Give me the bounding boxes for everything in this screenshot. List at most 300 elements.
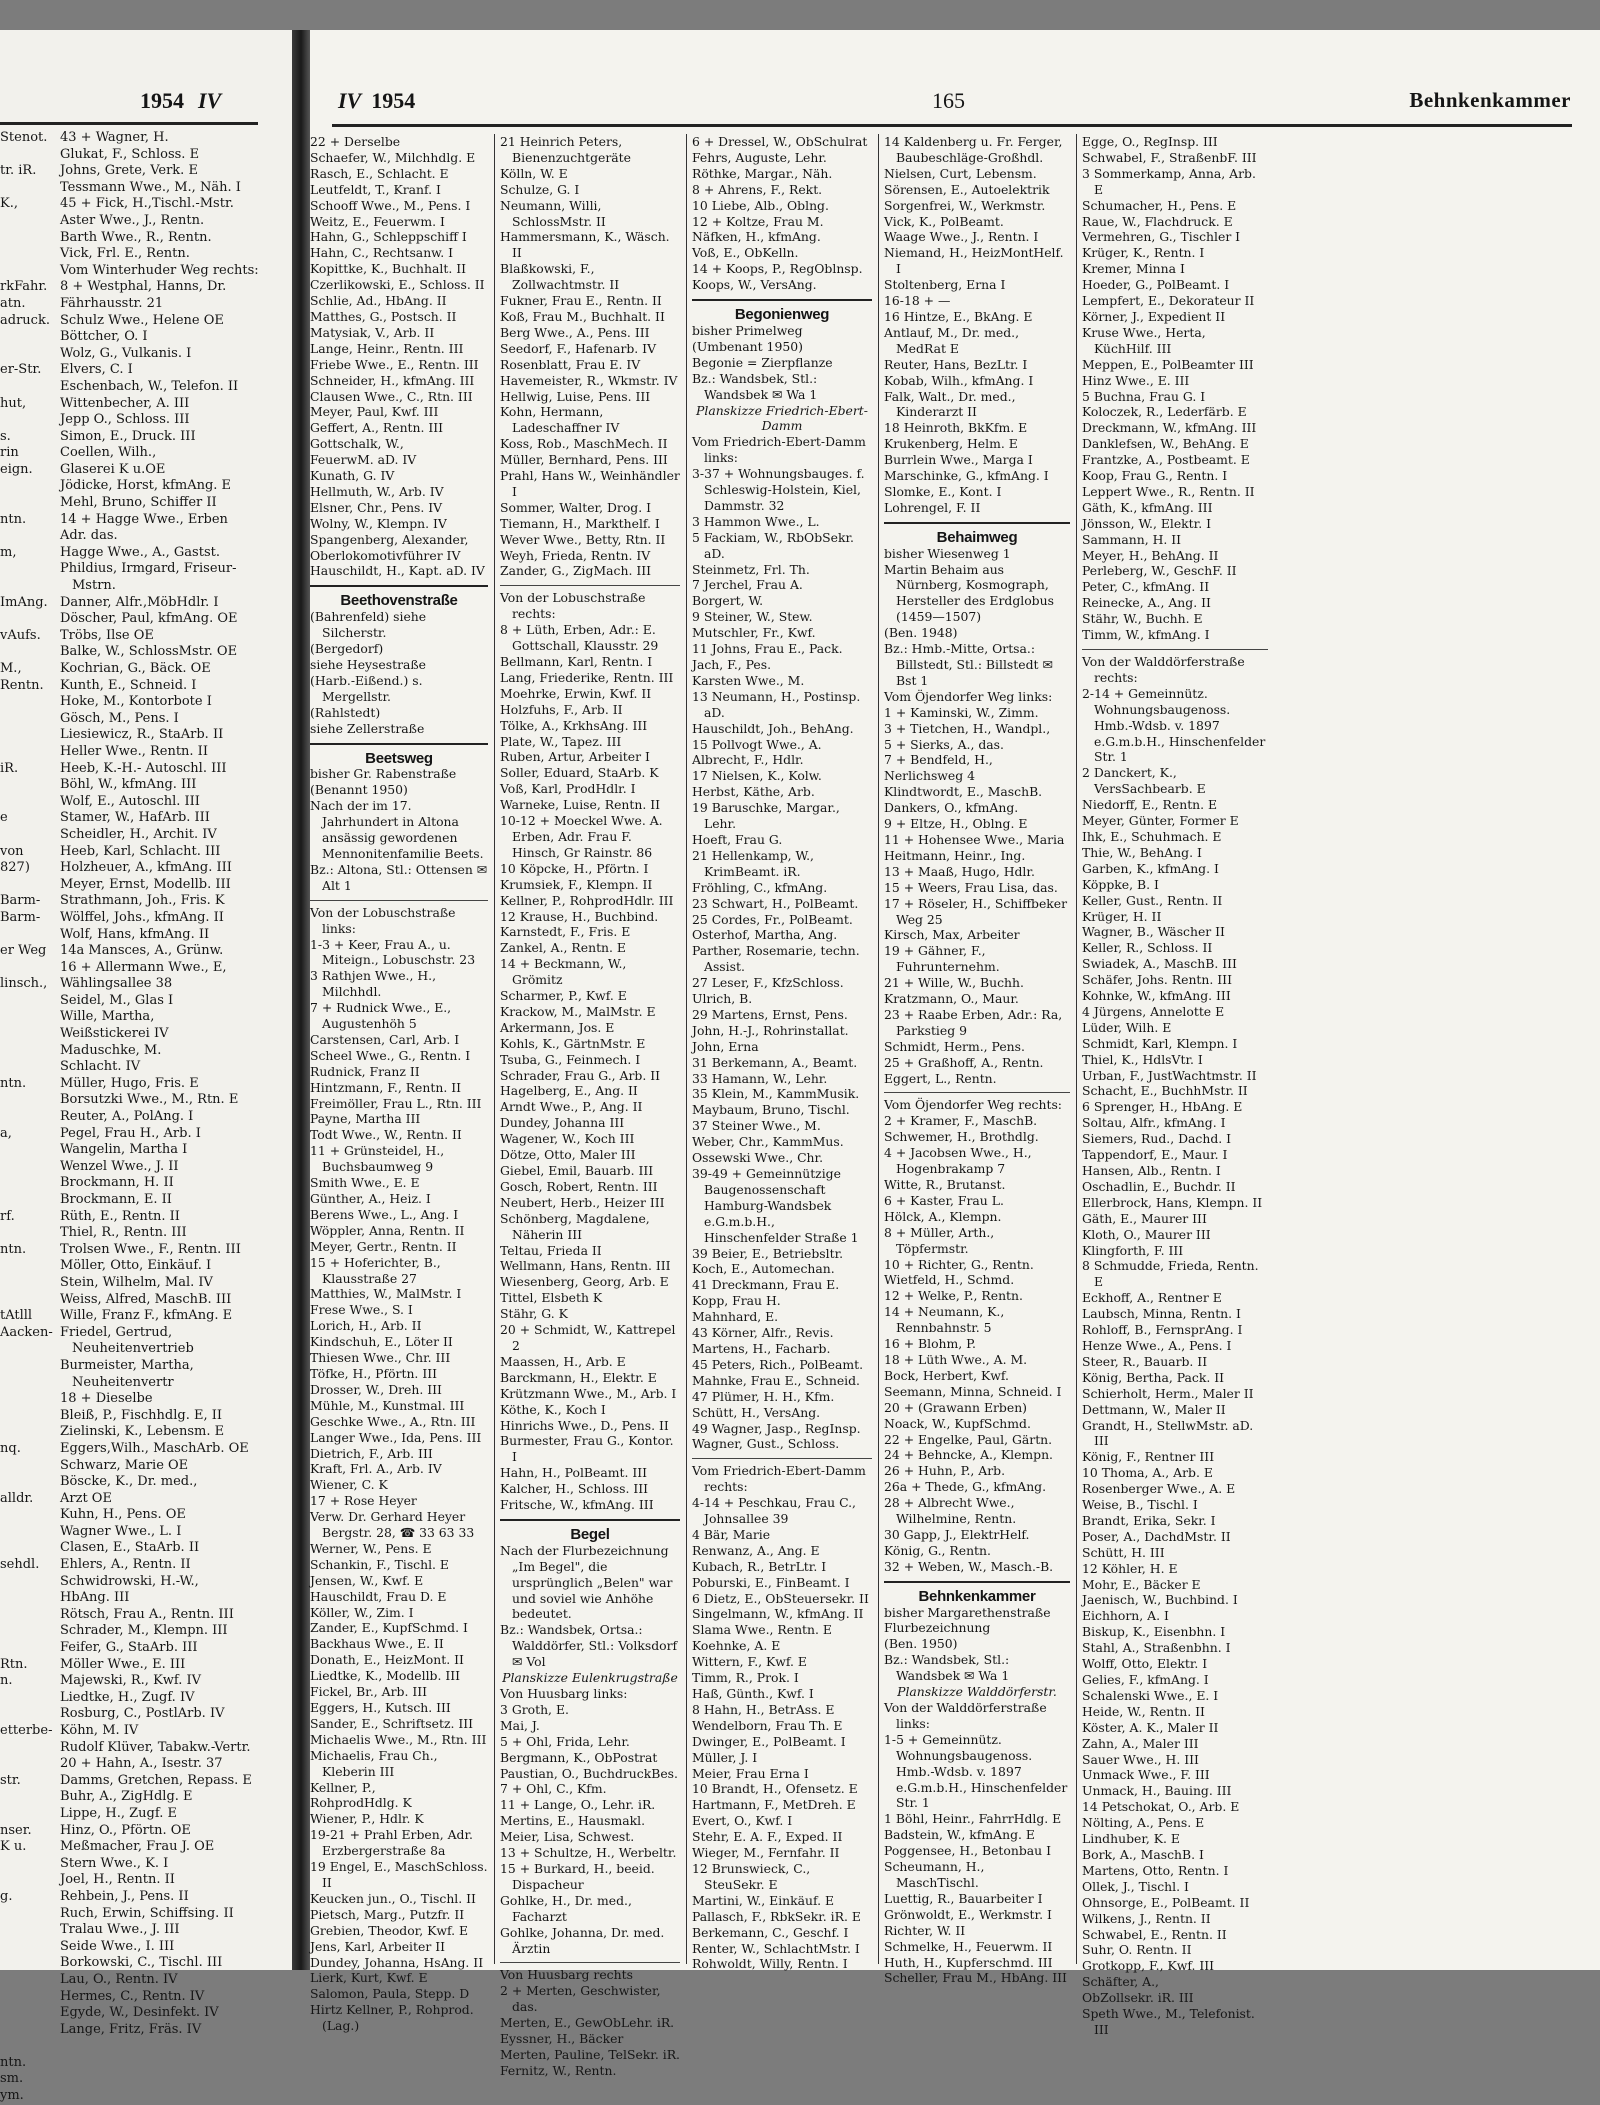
- directory-entry: Slama Wwe., Rentn. E: [692, 1622, 832, 1638]
- directory-entry: Michaelis, Frau Ch., Kleberin III: [310, 1747, 438, 1779]
- directory-entry: Wagener, W., Koch III: [500, 1131, 635, 1147]
- directory-entry: Meyer, Paul, Kwf. III: [310, 404, 439, 420]
- edge-fragment: g.: [0, 1888, 13, 1904]
- edge-fragment: ntn.: [0, 2054, 27, 2070]
- directory-entry: Luettig, R., Bauarbeiter I: [884, 1890, 1043, 1906]
- edge-fragment: [0, 213, 56, 230]
- street-heading: Behaimweg: [884, 522, 1070, 546]
- directory-entry: Schacht, E., BuchhMstr. II: [1082, 1083, 1248, 1099]
- directory-entry: 8 Schmudde, Frieda, Rentn. E: [1082, 1258, 1259, 1290]
- directory-entry: Jaenisch, W., Buchbind. I: [1082, 1592, 1238, 1608]
- directory-entry: Schrader, Frau G., Arb. II: [500, 1067, 660, 1083]
- edge-fragment: rin: [0, 445, 19, 461]
- directory-entry: Wölffel, Johs., kfmAng. II: [60, 909, 224, 925]
- edge-fragment: [0, 1225, 56, 1242]
- directory-entry: Gohlke, H., Dr. med., Facharzt: [500, 1892, 632, 1924]
- directory-entry: Krüger, K., Rentn. I: [1082, 245, 1205, 261]
- directory-entry: Hahn, G., Schleppschiff I: [310, 229, 467, 245]
- edge-fragment: rf.: [0, 1208, 15, 1224]
- directory-column-3: [692, 134, 872, 1974]
- directory-entry: Jönsson, W., Elektr. I: [1082, 515, 1211, 531]
- directory-entry: Tappendorf, E., Maur. I: [1082, 1147, 1228, 1163]
- edge-fragment: er-Str.: [0, 362, 42, 378]
- edge-fragment: [0, 1856, 56, 1873]
- directory-entry: Vom Winterhuder Weg rechts:: [60, 262, 259, 278]
- directory-entry: Hartmann, F., MetDreh. E: [692, 1797, 856, 1813]
- directory-entry: Sauer Wwe., H. III: [1082, 1751, 1199, 1767]
- directory-entry: 3 Hammon Wwe., L.: [692, 513, 820, 529]
- directory-entry: Karsten Wwe., M.: [692, 672, 805, 688]
- directory-entry: Thie, W., BehAng. I: [1082, 844, 1202, 860]
- edge-fragment: [0, 1474, 56, 1491]
- edge-fragment: [0, 1955, 56, 1972]
- directory-entry: Merten, Pauline, TelSekr. iR.: [500, 2046, 680, 2062]
- directory-entry: 10 + Richter, G., Rentn.: [884, 1256, 1034, 1272]
- directory-entry: 12 + Welke, P., Rentn.: [884, 1288, 1023, 1304]
- directory-entry: 47 Plümer, H. H., Kfm.: [692, 1388, 835, 1404]
- edge-fragment: [0, 1375, 56, 1392]
- directory-entry: Verw. Dr. Gerhard Heyer Bergstr. 28, ☎ 33 63 33: [310, 1509, 475, 1541]
- directory-entry: Köhn, M. IV: [60, 1723, 139, 1738]
- directory-entry: Kopp, Frau H.: [692, 1293, 781, 1309]
- directory-entry: Balke, W., SchlossMstr. OE: [60, 644, 238, 660]
- directory-entry: Maybaum, Bruno, Tischl.: [692, 1102, 850, 1118]
- left-header-rule: [0, 122, 258, 125]
- directory-entry: 7 Jerchel, Frau A.: [692, 577, 803, 593]
- directory-entry: Hinrichs Wwe., D., Pens. II: [500, 1417, 669, 1433]
- edge-fragment: [0, 1275, 56, 1292]
- edge-fragment: [0, 1258, 56, 1275]
- edge-fragment: [0, 1922, 56, 1939]
- directory-entry: Ossewski Wwe., Chr.: [692, 1150, 824, 1166]
- directory-entry: 1-3 + Keer, Frau A., u. Miteign., Lobuschstr. 23: [310, 936, 476, 968]
- book-gutter: [292, 30, 310, 1970]
- edge-fragment: [0, 1142, 56, 1159]
- edge-fragment: [0, 1607, 56, 1624]
- edge-fragment: [0, 2038, 56, 2055]
- directory-entry: Lange, Heinr., Rentn. III: [310, 340, 464, 356]
- directory-entry: Köthe, K., Koch I: [500, 1401, 606, 1417]
- directory-entry: Nach der Flurbezeichnung „Im Begel", die ursprünglich „Belen" war und soviel wie Anhöhe bedeutet.: [500, 1542, 673, 1622]
- directory-entry: Von der Walddörferstraße rechts:: [1082, 654, 1245, 685]
- edge-fragment: n.: [0, 1673, 13, 1689]
- edge-fragment: [0, 1939, 56, 1956]
- edge-fragment: von: [0, 843, 24, 859]
- directory-entry: Majewski, R., Kwf. IV: [60, 1673, 202, 1689]
- directory-entry: Krukenberg, Helm. E: [884, 436, 1018, 452]
- directory-entry: Scheidler, H., Archit. IV: [60, 826, 217, 842]
- directory-entry: Martens, Otto, Rentn. I: [1082, 1862, 1229, 1878]
- directory-entry: 5 Buchna, Frau G. I: [1082, 388, 1206, 404]
- directory-entry: 45 + Fick, H.,Tischl.-Mstr.: [60, 196, 234, 212]
- directory-entry: Burmeister, Martha, Neuheitenvertr: [60, 1357, 194, 1390]
- directory-entry: Bz.: Wandsbek, Ortsa.: Walddörfer, Stl.: Volksdorf ✉ Vol: [500, 1622, 678, 1670]
- directory-entry: Kobab, Wilh., kfmAng. I: [884, 372, 1034, 388]
- directory-entry: 17 + Rose Heyer: [310, 1493, 417, 1509]
- directory-entry: Mohr, E., Bäcker E: [1082, 1576, 1201, 1592]
- directory-entry: 49 Wagner, Jasp., RegInsp.: [692, 1420, 861, 1436]
- edge-fragment: [0, 960, 56, 977]
- directory-entry: Wolny, W., Klempn. IV: [310, 515, 447, 531]
- directory-entry: Schwabel, F., StraßenbF. III: [1082, 149, 1257, 165]
- directory-entry: Kuhn, H., Pens. OE: [60, 1507, 186, 1523]
- directory-entry: Wolz, G., Vulkanis. I: [60, 345, 192, 361]
- directory-entry: Haß, Günth., Kwf. I: [692, 1686, 814, 1701]
- directory-entry: 19-21 + Prahl Erben, Adr. Erzbergerstraße 8a: [310, 1827, 473, 1859]
- directory-entry: Aster Wwe., J., Rentn.: [60, 212, 205, 228]
- directory-entry: Stern Wwe., K. I: [60, 1855, 169, 1871]
- directory-entry: Buhr, A., ZigHdlg. E: [60, 1789, 193, 1805]
- directory-entry: Koops, W., VersAng.: [692, 277, 817, 293]
- directory-entry: Wolf, E., Autoschl. III: [60, 793, 200, 809]
- directory-entry: Burrlein Wwe., Marga I: [884, 452, 1033, 468]
- directory-entry: Clausen Wwe., C., Rtn. III: [310, 388, 473, 404]
- directory-entry: Kindschuh, E., Löter II: [310, 1334, 453, 1350]
- directory-entry: Von Huusbarg rechts: [500, 1967, 633, 1983]
- column-divider: [1076, 134, 1077, 1964]
- directory-entry: Köster, A. K., Maler II: [1082, 1719, 1219, 1735]
- directory-entry: Bz.: Altona, Stl.: Ottensen ✉ Alt 1: [310, 861, 488, 893]
- directory-entry: Voß, Karl, ProdHdlr. I: [500, 781, 636, 797]
- edge-fragment: adruck.: [0, 312, 50, 328]
- directory-entry: Lang, Friederike, Rentn. III: [500, 669, 674, 685]
- edge-fragment: [0, 1358, 56, 1375]
- directory-entry: Grebien, Theodor, Kwf. E: [310, 1922, 469, 1938]
- edge-fragment: [0, 1989, 56, 2006]
- directory-entry: Niemand, H., HeizMontHelf. I: [884, 245, 1064, 277]
- directory-entry: Oschadlin, E., Buchdr. II: [1082, 1178, 1236, 1194]
- directory-entry: Leutfeldt, T., Kranf. I: [310, 181, 441, 197]
- directory-entry: Vick, K., PolBeamt.: [884, 213, 1004, 229]
- directory-entry: 10 Köpcke, H., Pförtn. I: [500, 860, 649, 876]
- directory-entry: Soltau, Alfr., kfmAng. I: [1082, 1115, 1226, 1131]
- directory-entry: Böhl, W., kfmAng. III: [60, 777, 197, 793]
- directory-entry: 14 + Koops, P., RegOblnsp.: [692, 261, 863, 277]
- directory-entry: Schäfer, Johs. Rentn. III: [1082, 972, 1232, 988]
- directory-entry: Geschke Wwe., A., Rtn. III: [310, 1413, 476, 1429]
- directory-entry: John, H.-J., Rohrinstallat.: [692, 1022, 849, 1038]
- directory-entry: Ollek, J., Tischl. I: [1082, 1878, 1189, 1894]
- directory-entry: Egyde, W., Desinfekt. IV: [60, 2005, 219, 2021]
- directory-entry: Hintzmann, F., Rentn. II: [310, 1079, 461, 1095]
- directory-entry: Dundey, Johanna III: [500, 1115, 625, 1131]
- directory-entry: Keller, R., Schloss. II: [1082, 940, 1213, 956]
- directory-entry: Parther, Rosemarie, techn. Assist.: [692, 943, 860, 975]
- directory-entry: Wolf, Hans, kfmAng. II: [60, 926, 210, 942]
- directory-entry: Ellerbrock, Hans, Klempn. II: [1082, 1194, 1263, 1210]
- directory-entry: Hansen, Alb., Rentn. I: [1082, 1163, 1221, 1178]
- directory-entry: Böscke, K., Dr. med.,: [60, 1474, 198, 1490]
- directory-entry: Zielinski, K., Lebensm. E: [60, 1424, 225, 1440]
- directory-entry: Michaelis Wwe., M., Rtn. III: [310, 1731, 487, 1747]
- directory-entry: FeuerwM. aD. IV: [310, 452, 417, 468]
- directory-entry: Vom Öjendorfer Weg links:: [884, 688, 1053, 704]
- directory-entry: Schierholt, Herm., Maler II: [1082, 1385, 1254, 1401]
- directory-entry: Hahn, H., PolBeamt. III: [500, 1465, 648, 1481]
- edge-fragment: iR.: [0, 760, 19, 776]
- directory-entry: Suhr, O. Rentn. II: [1082, 1942, 1192, 1958]
- directory-entry: Unmack Wwe., F. III: [1082, 1767, 1210, 1783]
- directory-entry: Schulze, G. I: [500, 181, 580, 197]
- directory-entry: Körner, J., Expedient II: [1082, 308, 1226, 324]
- directory-entry: Mertins, E., Hausmakl.: [500, 1813, 646, 1829]
- edge-fragment: [0, 1026, 56, 1043]
- directory-entry: Dreckmann, W., kfmAng. III: [1082, 420, 1257, 436]
- directory-entry: Schneider, H., kfmAng. III: [310, 372, 475, 388]
- directory-entry: 14 Petschokat, O., Arb. E: [1082, 1799, 1240, 1815]
- directory-entry: Maassen, H., Arb. E: [500, 1353, 626, 1369]
- directory-entry: 4 Bär, Marie: [692, 1526, 771, 1542]
- directory-entry: Falk, Walt., Dr. med., Kinderarzt II: [884, 388, 1016, 420]
- right-header-year-text: 1954: [371, 88, 416, 113]
- directory-entry: 19 + Gähner, F., Fuhrunternehm.: [884, 943, 1000, 975]
- edge-fragment: [0, 694, 56, 711]
- edge-fragment: vAufs.: [0, 627, 41, 643]
- directory-entry: Langer Wwe., Ida, Pens. III: [310, 1429, 482, 1445]
- directory-entry: Leppert Wwe., R., Rentn. II: [1082, 483, 1255, 499]
- directory-entry: Keucken jun., O., Tischl. II: [310, 1890, 476, 1906]
- directory-entry: 3 Sommerkamp, Anna, Arb. E: [1082, 165, 1256, 197]
- directory-entry: Stein, Wilhelm, Mal. IV: [60, 1274, 213, 1290]
- directory-entry: Grotkopp, F., Kwf. III: [1082, 1958, 1215, 1974]
- edge-fragment: Rtn.: [0, 1656, 28, 1672]
- directory-entry: Sammann, H. II: [1082, 531, 1182, 547]
- section-divider: [500, 1962, 680, 1963]
- directory-entry: Berkemann, C., Geschf. I: [692, 1924, 849, 1940]
- directory-entry: Schankin, F., Tischl. E: [310, 1556, 449, 1572]
- directory-entry: Unmack, H., Bauing. III: [1082, 1783, 1232, 1799]
- directory-entry: Jensen, W., Kwf. E: [310, 1572, 424, 1588]
- directory-entry: Marschinke, G., kfmAng. I: [884, 468, 1049, 484]
- edge-fragment: M.,: [0, 661, 22, 676]
- edge-fragment: [0, 147, 56, 164]
- directory-entry: Sander, E., Schriftsetz. III: [310, 1715, 474, 1731]
- directory-entry: (Bergedorf): [310, 641, 384, 657]
- directory-entry: 2 + Kramer, F., MaschB.: [884, 1113, 1038, 1129]
- directory-entry: Renter, W., SchlachtMstr. I: [692, 1940, 860, 1956]
- directory-entry: Poser, A., DachdMstr. II: [1082, 1528, 1231, 1544]
- directory-entry: Schmidt, Karl, Klempn. I: [1082, 1035, 1238, 1051]
- directory-entry: Borkowski, C., Tischl. III: [60, 1955, 223, 1971]
- directory-entry: Donath, E., HeizMont. II: [310, 1652, 464, 1668]
- edge-fragment: [0, 263, 56, 280]
- edge-fragment: [0, 1524, 56, 1541]
- left-edge-fragments: [0, 130, 56, 2105]
- directory-entry: bisher Gr. Rabenstraße: [310, 766, 457, 782]
- directory-entry: Wille, Franz F., kfmAng. E: [60, 1308, 233, 1324]
- directory-entry: Schäfter, A.,: [1082, 1974, 1159, 1990]
- directory-entry: Hauschildt, Joh., BehAng.: [692, 720, 854, 736]
- directory-entry: Lau, O., Rentn. IV: [60, 1971, 178, 1987]
- edge-fragment: [0, 993, 56, 1010]
- directory-entry: Nach der im 17. Jahrhundert in Altona ansässig gewordenen Mennonitenfamilie Beets.: [310, 798, 484, 861]
- directory-entry: Fritsche, W., kfmAng. III: [500, 1497, 654, 1513]
- directory-entry: Wiener, P., Hdlr. K: [310, 1811, 424, 1827]
- directory-entry: Danner, Alfr.,MöbHdlr. I: [60, 594, 219, 610]
- edge-fragment: [0, 1640, 56, 1657]
- directory-entry: Ehlers, A., Rentn. II: [60, 1557, 191, 1573]
- directory-entry: Stähr, W., Buchh. E: [1082, 611, 1203, 627]
- directory-entry: Drosser, W., Dreh. III: [310, 1381, 442, 1397]
- directory-entry: Matthies, W., MalMstr. I: [310, 1286, 462, 1302]
- edge-fragment: [0, 1092, 56, 1109]
- directory-entry: Gelies, F., kfmAng. I: [1082, 1672, 1209, 1687]
- directory-entry: Heeb, Karl, Schlacht. III: [60, 843, 221, 859]
- directory-entry: Renwanz, A., Ang. E: [692, 1542, 820, 1558]
- directory-entry: 17 + Röseler, H., Schiffbeker Weg 25: [884, 895, 1068, 927]
- edge-fragment: eign.: [0, 461, 33, 477]
- directory-entry: Wille, Martha,: [60, 1009, 155, 1025]
- directory-entry: Wolff, Otto, Elektr. I: [1082, 1656, 1208, 1672]
- directory-entry: Berens Wwe., L., Ang. I: [310, 1206, 459, 1222]
- section-divider: [884, 1092, 1070, 1093]
- edge-fragment: [0, 1574, 56, 1591]
- directory-entry: Berg Wwe., A., Pens. III: [500, 324, 650, 340]
- directory-entry: 4 Jürgens, Annelotte E: [1082, 1003, 1225, 1019]
- edge-fragment: [0, 777, 56, 794]
- directory-entry: 12 Köhler, H. E: [1082, 1560, 1178, 1576]
- directory-entry: 33 Hamann, W., Lehr.: [692, 1070, 828, 1086]
- directory-entry: Lohrengel, F. II: [884, 499, 981, 515]
- directory-entry: Rohwoldt, Willy, Rentn. I: [692, 1956, 848, 1972]
- directory-entry: Holzfuhs, F., Arb. II: [500, 701, 623, 717]
- edge-fragment: [0, 1192, 56, 1209]
- directory-entry: bisher Primelweg: [692, 322, 803, 338]
- directory-entry: Backhaus Wwe., E. II: [310, 1636, 444, 1652]
- directory-entry: Karnstedt, F., Fris. E: [500, 924, 631, 940]
- directory-entry: Müller, J. I: [692, 1749, 758, 1765]
- directory-entry: Lorich, H., Arb. II: [310, 1318, 422, 1334]
- directory-entry: Oberlokomotivführer IV: [310, 547, 461, 563]
- directory-entry: 30 Gapp, J., ElektrHelf.: [884, 1526, 1030, 1542]
- edge-fragment: etterbe-: [0, 1723, 53, 1738]
- directory-entry: Klindtwordt, E., MaschB.: [884, 784, 1043, 800]
- directory-entry: Scheller, Frau M., HbAng. III: [884, 1970, 1067, 1986]
- section-divider: [500, 585, 680, 586]
- edge-fragment: [0, 1872, 56, 1889]
- directory-entry: 37 Steiner Wwe., M.: [692, 1118, 821, 1134]
- directory-entry: Müller, Hugo, Fris. E: [60, 1075, 199, 1091]
- directory-entry: Coellen, Wilh.,: [60, 445, 157, 461]
- directory-entry: Kratzmann, O., Maur.: [884, 991, 1019, 1007]
- directory-entry: 12 Krause, H., Buchbind.: [500, 908, 659, 924]
- right-header-rule: [332, 124, 1572, 127]
- directory-entry: Dankers, O., kfmAng.: [884, 800, 1019, 816]
- directory-entry: 16 Hintze, E., BkAng. E: [884, 308, 1033, 324]
- directory-entry: Tölke, A., KrkhsAng. III: [500, 717, 648, 733]
- directory-entry: Seemann, Minna, Schneid. I: [884, 1383, 1062, 1399]
- directory-entry: Krackow, M., MalMstr. E: [500, 1003, 656, 1019]
- directory-entry: Rosburg, C., PostlArb. IV: [60, 1706, 225, 1722]
- directory-entry: Rosenblatt, Frau E. IV: [500, 356, 641, 372]
- directory-entry: Frese Wwe., S. I: [310, 1302, 413, 1318]
- directory-entry: Schrader, M., Klempn. III: [60, 1623, 228, 1639]
- edge-fragment: [0, 1806, 56, 1823]
- directory-entry: Reinecke, A., Ang. II: [1082, 595, 1211, 611]
- directory-entry: Heller Wwe., Rentn. II: [60, 743, 208, 759]
- directory-entry: Tessmann Wwe., M., Näh. I: [60, 179, 241, 195]
- directory-entry: (Ben. 1948): [884, 625, 958, 641]
- edge-fragment: 827): [0, 860, 30, 876]
- directory-entry: Näfken, H., kfmAng.: [692, 229, 821, 245]
- edge-fragment: er Weg: [0, 943, 47, 959]
- directory-entry: Eggert, L., Rentn.: [884, 1070, 997, 1086]
- directory-entry: Gösch, M., Pens. I: [60, 710, 179, 726]
- directory-entry: Glukat, F., Schloss. E: [60, 146, 200, 162]
- directory-entry: Herbst, Käthe, Arb.: [692, 784, 815, 800]
- directory-entry: Vom Öjendorfer Weg rechts:: [884, 1097, 1062, 1113]
- directory-entry: Liedtke, H., Zugf. IV: [60, 1689, 195, 1705]
- directory-entry: Kohnke, W., kfmAng. III: [1082, 988, 1231, 1004]
- directory-entry: 21 Hellenkamp, W., KrimBeamt. iR.: [692, 847, 814, 879]
- directory-entry: Lierk, Kurt, Kwf. E: [310, 1970, 428, 1986]
- directory-entry: Tittel, Elsbeth K: [500, 1290, 603, 1306]
- directory-entry: Lüder, Wilh. E: [1082, 1019, 1172, 1035]
- directory-entry: Wittern, F., Kwf. E: [692, 1654, 807, 1670]
- directory-entry: Vom Friedrich-Ebert-Damm rechts:: [692, 1463, 866, 1495]
- directory-entry: Brockmann, E. II: [60, 1192, 172, 1207]
- directory-entry: 15 Pollvogt Wwe., A.: [692, 736, 822, 752]
- directory-entry: Moehrke, Erwin, Kwf. II: [500, 685, 652, 701]
- edge-fragment: [0, 1408, 56, 1425]
- directory-entry: Arzt OE: [60, 1490, 112, 1506]
- directory-entry: Hinz Wwe., E. III: [1082, 372, 1190, 388]
- directory-entry: 2-14 + Gemeinnütz. Wohnungsbaugenoss. Hmb.-Wdsb. v. 1897 e.G.m.b.H., Hinschenfelder Str. 1: [1082, 685, 1266, 765]
- directory-entry: Fickel, Br., Arb. III: [310, 1684, 428, 1700]
- directory-entry: Martini, W., Einkäuf. E: [692, 1892, 835, 1908]
- directory-entry: Rehbein, J., Pens. II: [60, 1888, 189, 1904]
- directory-entry: Urban, F., JustWachtmstr. II: [1082, 1067, 1257, 1083]
- directory-entry: Meier, Lisa, Schwest.: [500, 1829, 635, 1845]
- directory-entry: (Benannt 1950): [310, 782, 408, 798]
- directory-entry: Jepp O., Schloss. III: [60, 412, 190, 428]
- directory-entry: Pallasch, F., RbkSekr. iR. E: [692, 1908, 861, 1924]
- directory-entry: Glaserei K u.OE: [60, 461, 166, 477]
- directory-entry: Peter, C., kfmAng. II: [1082, 579, 1210, 595]
- edge-fragment: ntn.: [0, 511, 27, 527]
- street-heading: Begonienweg: [692, 299, 872, 323]
- directory-entry: Bergmann, K., ObPostrat: [500, 1749, 658, 1765]
- directory-entry: Dietrich, F., Arb. III: [310, 1445, 433, 1461]
- directory-entry: Smith Wwe., E. E: [310, 1175, 420, 1191]
- directory-entry: 8 + Ahrens, F., Rekt.: [692, 181, 823, 197]
- directory-entry: Schaefer, W., Milchhdlg. E: [310, 149, 476, 165]
- directory-entry: Johns, Grete, Verk. E: [60, 163, 198, 179]
- directory-entry: Friedel, Gertrud, Neuheitenvertrieb: [60, 1324, 194, 1357]
- edge-fragment: tAtlll: [0, 1308, 33, 1324]
- directory-entry: Antlauf, M., Dr. med., MedRat E: [884, 324, 1020, 356]
- edge-fragment: [0, 1756, 56, 1773]
- directory-entry: 12 Brunswieck, C., SteuSekr. E: [692, 1860, 811, 1892]
- directory-entry: 3 Rathjen Wwe., H., Milchhdl.: [310, 968, 437, 1000]
- directory-entry: Kraft, Frl. A., Arb. IV: [310, 1461, 442, 1477]
- directory-entry: Reuter, Hans, BezLtr. I: [884, 356, 1028, 372]
- directory-entry: Noack, W., KupfSchmd.: [884, 1415, 1031, 1431]
- directory-entry: Scheel Wwe., G., Rentn. I: [310, 1047, 471, 1063]
- directory-entry: Sorgenfrei, W., Werkmstr.: [884, 197, 1046, 213]
- directory-entry: Arndt Wwe., P., Ang. II: [500, 1099, 643, 1115]
- directory-entry: 28 + Albrecht Wwe., Wilhelmine, Rentn.: [884, 1495, 1017, 1527]
- directory-entry: König, Bertha, Pack. II: [1082, 1369, 1225, 1385]
- directory-entry: Ulrich, B.: [692, 991, 753, 1007]
- directory-entry: Stahl, A., Straßenbhn. I: [1082, 1640, 1231, 1656]
- edge-fragment: atn.: [0, 295, 26, 311]
- directory-entry: Spangenberg, Alexander,: [310, 531, 469, 547]
- directory-entry: Nielsen, Curt, Lebensm.: [884, 165, 1037, 181]
- directory-entry: 14 + Hagge Wwe., Erben: [60, 511, 228, 527]
- directory-entry: Borgert, W.: [692, 593, 764, 609]
- directory-entry: Schütt, H. III: [1082, 1544, 1165, 1560]
